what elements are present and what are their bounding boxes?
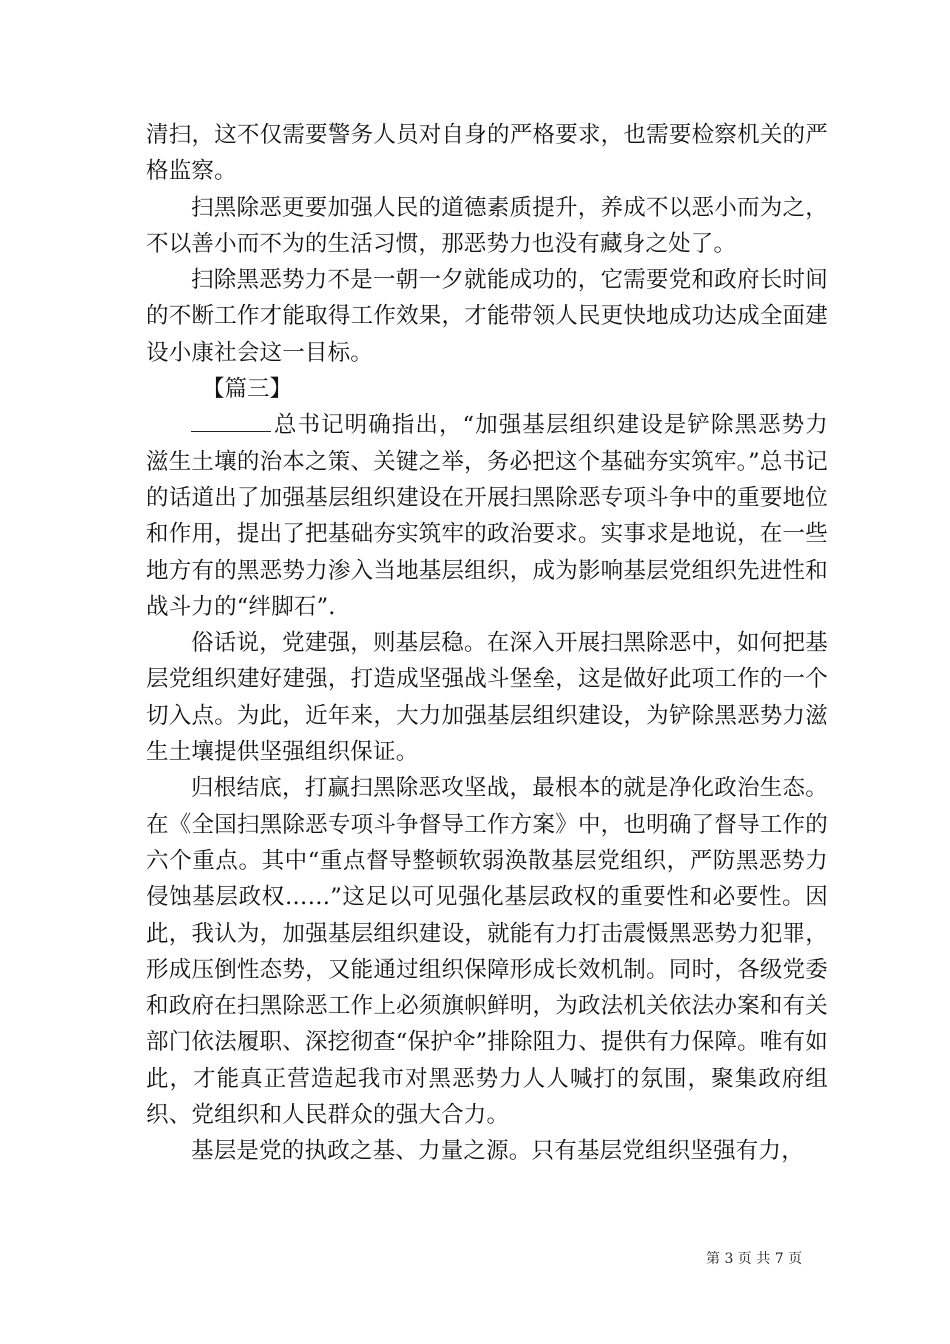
paragraph: 扫黑除恶更要加强人民的道德素质提升，养成不以恶小而为之，不以善小而不为的生活习惯，那恶势力也没有藏身之处了。 (146, 194, 828, 257)
paragraph: 基层是党的执政之基、力量之源。只有基层党组织坚强有力， (191, 1138, 804, 1165)
paragraph (146, 407, 828, 625)
page-number: 第 3 页 共 7 页 (706, 1251, 803, 1267)
paragraph: 扫除黑恶势力不是一朝一夕就能成功的，它需要党和政府长时间的不断工作才能取得工作效果，才能带领人民更快地成功达成全面建设小康社会这一目标。 (146, 267, 828, 366)
document-body (146, 117, 828, 1170)
paragraph: 清扫，这不仅需要警务人员对自身的严格要求，也需要检察机关的严格监察。 (146, 122, 828, 185)
paragraph-text: 总书记明确指出，“加强基层组织建设是铲除黑恶势力滋生土壤的治本之策、关键之举，务必把这个基础夯实筑牢。”总书记的话道出了加强基层组织建设在开展扫黑除恶专项斗争中的重要地位和作用，提出了把基础夯实筑牢的政治要求。实事求是地说，在一些地方有的黑恶势力渗入当地基层组织，成为影响基层党组织先进性和战斗力的“绊脚石”. (146, 412, 828, 620)
paragraph: 归根结底，打赢扫黑除恶攻坚战，最根本的就是净化政治生态。在《全国扫黑除恶专项斗争督导工作方案》中，也明确了督导工作的六个重点。其中“重点督导整顿软弱涣散基层党组织，严防黑恶势力侵蚀基层政权……”这足以可见强化基层政权的重要性和必要性。因此，我认为，加强基层组织建设，就能有力打击震慑黑恶势力犯罪，形成压倒性态势，又能通过组织保障形成长效机制。同时，各级党委和政府在扫黑除恶工作上必须旗帜鲜明，为政法机关依法办案和有关部门依法履职、深挖彻查“保护伞”排除阻力、提供有力保障。唯有如此，才能真正营造起我市对黑恶势力人人喊打的氛围，聚集政府组织、党组织和人民群众的强大合力。 (146, 775, 828, 1129)
paragraph: 俗话说，党建强，则基层稳。在深入开展扫黑除恶中，如何把基层党组织建好建强，打造成坚强战斗堡垒，这是做好此项工作的一个切入点。为此，近年来，大力加强基层组织建设，为铲除黑恶势力滋生土壤提供坚强组织保证。 (146, 630, 828, 766)
section-title: 【篇三】 (202, 376, 293, 403)
blank-underline (191, 415, 271, 432)
